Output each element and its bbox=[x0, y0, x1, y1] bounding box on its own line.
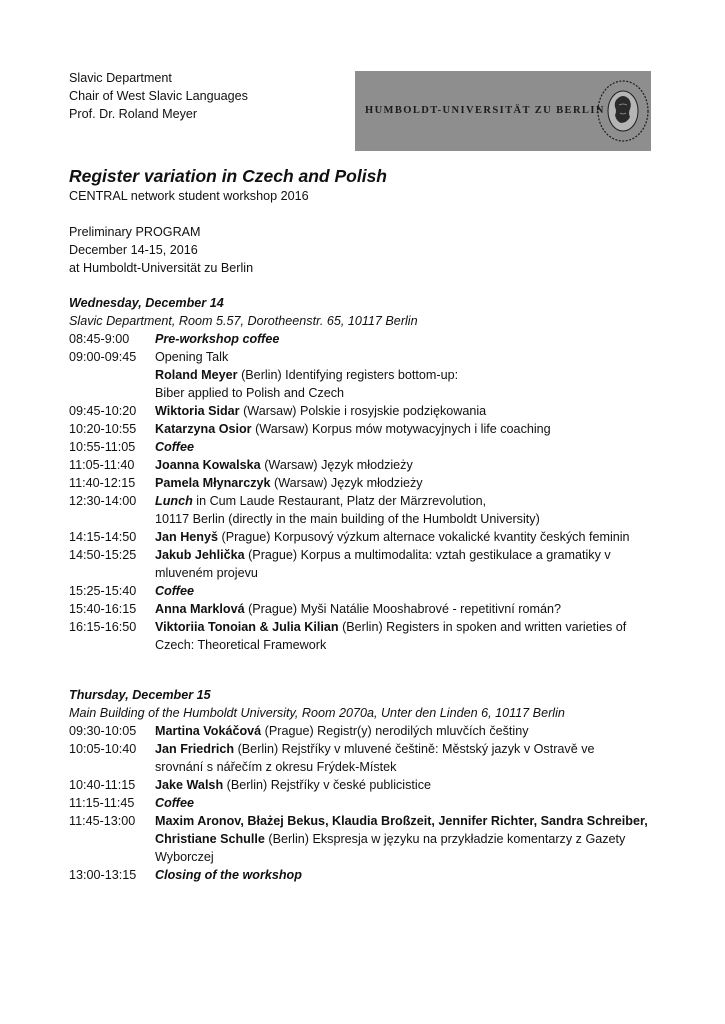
plain-text: Opening Talk bbox=[155, 350, 229, 364]
description-line bbox=[155, 600, 660, 618]
entry-time: 11:45-13:00 bbox=[69, 814, 136, 828]
description-line bbox=[155, 636, 660, 654]
schedule-entry bbox=[69, 348, 669, 402]
plain-text: 10117 Berlin (directly in the main building of the Humboldt University) bbox=[155, 512, 540, 526]
university-seal-icon bbox=[595, 77, 651, 145]
description-line bbox=[155, 794, 660, 812]
entry-time: 11:05-11:40 bbox=[69, 458, 135, 472]
highlighted-text: Roland Meyer bbox=[155, 368, 238, 382]
entry-description bbox=[155, 438, 660, 456]
entry-time: 11:15-11:45 bbox=[69, 796, 135, 810]
entry-description bbox=[155, 582, 660, 600]
schedule-entry bbox=[69, 740, 669, 776]
highlighted-text: Jan Henyš bbox=[155, 530, 218, 544]
plain-text: (Prague) Myši Natálie Mooshabrové - repetitivní román? bbox=[244, 602, 561, 616]
schedule-entry bbox=[69, 812, 669, 866]
schedule-entry bbox=[69, 600, 669, 618]
schedule-entry bbox=[69, 492, 669, 528]
plain-text: (Berlin) Identifying registers bottom-up: bbox=[237, 368, 459, 382]
highlighted-text: Coffee bbox=[155, 796, 194, 810]
highlighted-text: Anna Marklová bbox=[155, 602, 245, 616]
schedule-list bbox=[69, 722, 669, 884]
entry-description bbox=[155, 776, 660, 794]
highlighted-text: Wiktoria Sidar bbox=[155, 404, 240, 418]
plain-text: (Berlin) Registers in spoken and written varieties of bbox=[338, 620, 627, 634]
plain-text: (Prague) Registr(y) nerodilých mluvčích češtiny bbox=[261, 724, 529, 738]
entry-time: 15:25-15:40 bbox=[69, 584, 137, 598]
description-line bbox=[155, 866, 660, 884]
schedule-entry bbox=[69, 582, 669, 600]
description-line bbox=[155, 420, 660, 438]
department-header bbox=[69, 69, 248, 123]
highlighted-text: Jake Walsh bbox=[155, 778, 224, 792]
program-venue: at Humboldt-Universität zu Berlin bbox=[69, 261, 254, 275]
entry-description bbox=[155, 740, 660, 776]
entry-time: 08:45-9:00 bbox=[69, 332, 130, 346]
program-label: Preliminary PROGRAM bbox=[69, 225, 201, 239]
entry-time: 16:15-16:50 bbox=[69, 620, 137, 634]
schedule-entry bbox=[69, 528, 669, 546]
highlighted-text: Pamela Młynarczyk bbox=[155, 476, 271, 490]
description-line bbox=[155, 366, 660, 384]
description-line bbox=[155, 456, 660, 474]
entry-description bbox=[155, 402, 660, 420]
entry-description bbox=[155, 722, 660, 740]
schedule-list bbox=[69, 330, 669, 654]
description-line bbox=[155, 582, 660, 600]
highlighted-text: Lunch bbox=[155, 494, 193, 508]
entry-time: 10:55-11:05 bbox=[69, 440, 136, 454]
page-subtitle: CENTRAL network student workshop 2016 bbox=[69, 189, 309, 203]
highlighted-text: Maxim Aronov, Błażej Bekus, Klaudia Broßzeit, Jennifer Richter, Sandra Schreiber, bbox=[155, 814, 648, 828]
description-line bbox=[155, 758, 660, 776]
plain-text: srovnání s nářečím z okresu Frýdek-Místek bbox=[155, 760, 397, 774]
entry-description bbox=[155, 420, 660, 438]
plain-text: Czech: Theoretical Framework bbox=[155, 638, 327, 652]
entry-time: 13:00-13:15 bbox=[69, 868, 137, 882]
description-line bbox=[155, 402, 660, 420]
highlighted-text: Coffee bbox=[155, 584, 194, 598]
schedule-entry bbox=[69, 330, 669, 348]
highlighted-text: Katarzyna Osior bbox=[155, 422, 252, 436]
highlighted-text: Joanna Kowalska bbox=[155, 458, 261, 472]
entry-description bbox=[155, 618, 660, 654]
entry-time: 10:20-10:55 bbox=[69, 422, 137, 436]
plain-text: in Cum Laude Restaurant, Platz der Märzrevolution, bbox=[192, 494, 487, 508]
entry-time: 09:30-10:05 bbox=[69, 724, 137, 738]
highlighted-text: Pre-workshop coffee bbox=[155, 332, 280, 346]
schedule-entry bbox=[69, 618, 669, 654]
schedule-entry bbox=[69, 866, 669, 884]
plain-text: (Berlin) Ekspresja w języku na przykładzie komentarzy z Gazety bbox=[264, 832, 626, 846]
highlighted-text: Viktoriia Tonoian & Julia Kilian bbox=[155, 620, 339, 634]
entry-time: 15:40-16:15 bbox=[69, 602, 137, 616]
program-info bbox=[69, 223, 253, 277]
schedule-entry bbox=[69, 402, 669, 420]
highlighted-text: Jakub Jehlička bbox=[155, 548, 245, 562]
description-line bbox=[155, 510, 660, 528]
plain-text: (Prague) Korpusový výzkum alternace vokalické kvantity českých feminin bbox=[218, 530, 630, 544]
description-line bbox=[155, 776, 660, 794]
entry-description bbox=[155, 546, 660, 582]
schedule-entry bbox=[69, 420, 669, 438]
entry-description bbox=[155, 348, 660, 402]
entry-time: 10:40-11:15 bbox=[69, 778, 136, 792]
entry-time: 09:00-09:45 bbox=[69, 350, 137, 364]
schedule-entry bbox=[69, 474, 669, 492]
entry-description bbox=[155, 456, 660, 474]
highlighted-text: Christiane Schulle bbox=[155, 832, 265, 846]
description-line bbox=[155, 492, 660, 510]
highlighted-text: Closing of the workshop bbox=[155, 868, 302, 882]
day-wednesday bbox=[69, 294, 669, 654]
highlighted-text: Coffee bbox=[155, 440, 194, 454]
entry-time: 12:30-14:00 bbox=[69, 494, 137, 508]
schedule-entry bbox=[69, 438, 669, 456]
entry-time: 14:50-15:25 bbox=[69, 548, 137, 562]
plain-text: Biber applied to Polish and Czech bbox=[155, 386, 345, 400]
description-line bbox=[155, 722, 660, 740]
description-line bbox=[155, 812, 660, 830]
logo-text: HUMBOLDT-UNIVERSITÄT ZU BERLIN bbox=[365, 105, 605, 116]
program-dates: December 14-15, 2016 bbox=[69, 243, 198, 257]
page-title: Register variation in Czech and Polish bbox=[69, 166, 387, 186]
description-line bbox=[155, 384, 660, 402]
plain-text: (Warsaw) Korpus mów motywacyjnych i life coaching bbox=[251, 422, 551, 436]
description-line bbox=[155, 528, 660, 546]
schedule-entry bbox=[69, 776, 669, 794]
plain-text: Wyborczej bbox=[155, 850, 214, 864]
entry-description bbox=[155, 474, 660, 492]
plain-text: (Warsaw) Język młodzieży bbox=[270, 476, 423, 490]
entry-description bbox=[155, 492, 660, 528]
description-line bbox=[155, 618, 660, 636]
university-logo bbox=[355, 71, 651, 151]
entry-time: 14:15-14:50 bbox=[69, 530, 137, 544]
entry-description bbox=[155, 866, 660, 884]
plain-text: mluveném projevu bbox=[155, 566, 258, 580]
entry-description bbox=[155, 600, 660, 618]
entry-time: 11:40-12:15 bbox=[69, 476, 136, 490]
entry-description bbox=[155, 330, 660, 348]
plain-text: (Berlin) Rejstříky v mluvené češtině: Městský jazyk v Ostravě ve bbox=[234, 742, 595, 756]
schedule-entry bbox=[69, 546, 669, 582]
plain-text: (Berlin) Rejstříky v české publicistice bbox=[223, 778, 431, 792]
schedule-entry bbox=[69, 794, 669, 812]
day-heading: Wednesday, December 14 bbox=[69, 296, 224, 310]
chair-name: Chair of West Slavic Languages bbox=[69, 89, 248, 103]
title-block bbox=[69, 165, 387, 205]
description-line bbox=[155, 564, 660, 582]
entry-time: 09:45-10:20 bbox=[69, 404, 137, 418]
day-location: Slavic Department, Room 5.57, Dorotheenstr. 65, 10117 Berlin bbox=[69, 314, 418, 328]
description-line bbox=[155, 848, 660, 866]
highlighted-text: Jan Friedrich bbox=[155, 742, 235, 756]
schedule-entry bbox=[69, 722, 669, 740]
department-name: Slavic Department bbox=[69, 71, 172, 85]
schedule-entry bbox=[69, 456, 669, 474]
entry-description bbox=[155, 528, 660, 546]
plain-text: (Warsaw) Polskie i rosyjskie podziękowania bbox=[239, 404, 487, 418]
highlighted-text: Martina Vokáčová bbox=[155, 724, 262, 738]
plain-text: (Prague) Korpus a multimodalita: vztah gestikulace a gramatiky v bbox=[244, 548, 611, 562]
entry-description bbox=[155, 812, 660, 866]
day-heading: Thursday, December 15 bbox=[69, 688, 211, 702]
description-line bbox=[155, 330, 660, 348]
entry-description bbox=[155, 794, 660, 812]
professor-name: Prof. Dr. Roland Meyer bbox=[69, 107, 198, 121]
description-line bbox=[155, 740, 660, 758]
description-line bbox=[155, 348, 660, 366]
description-line bbox=[155, 438, 660, 456]
description-line bbox=[155, 830, 660, 848]
day-thursday bbox=[69, 686, 669, 884]
plain-text: (Warsaw) Język młodzieży bbox=[260, 458, 413, 472]
description-line bbox=[155, 474, 660, 492]
description-line bbox=[155, 546, 660, 564]
entry-time: 10:05-10:40 bbox=[69, 742, 137, 756]
day-location: Main Building of the Humboldt University, Room 2070a, Unter den Linden 6, 10117 Berlin bbox=[69, 706, 565, 720]
